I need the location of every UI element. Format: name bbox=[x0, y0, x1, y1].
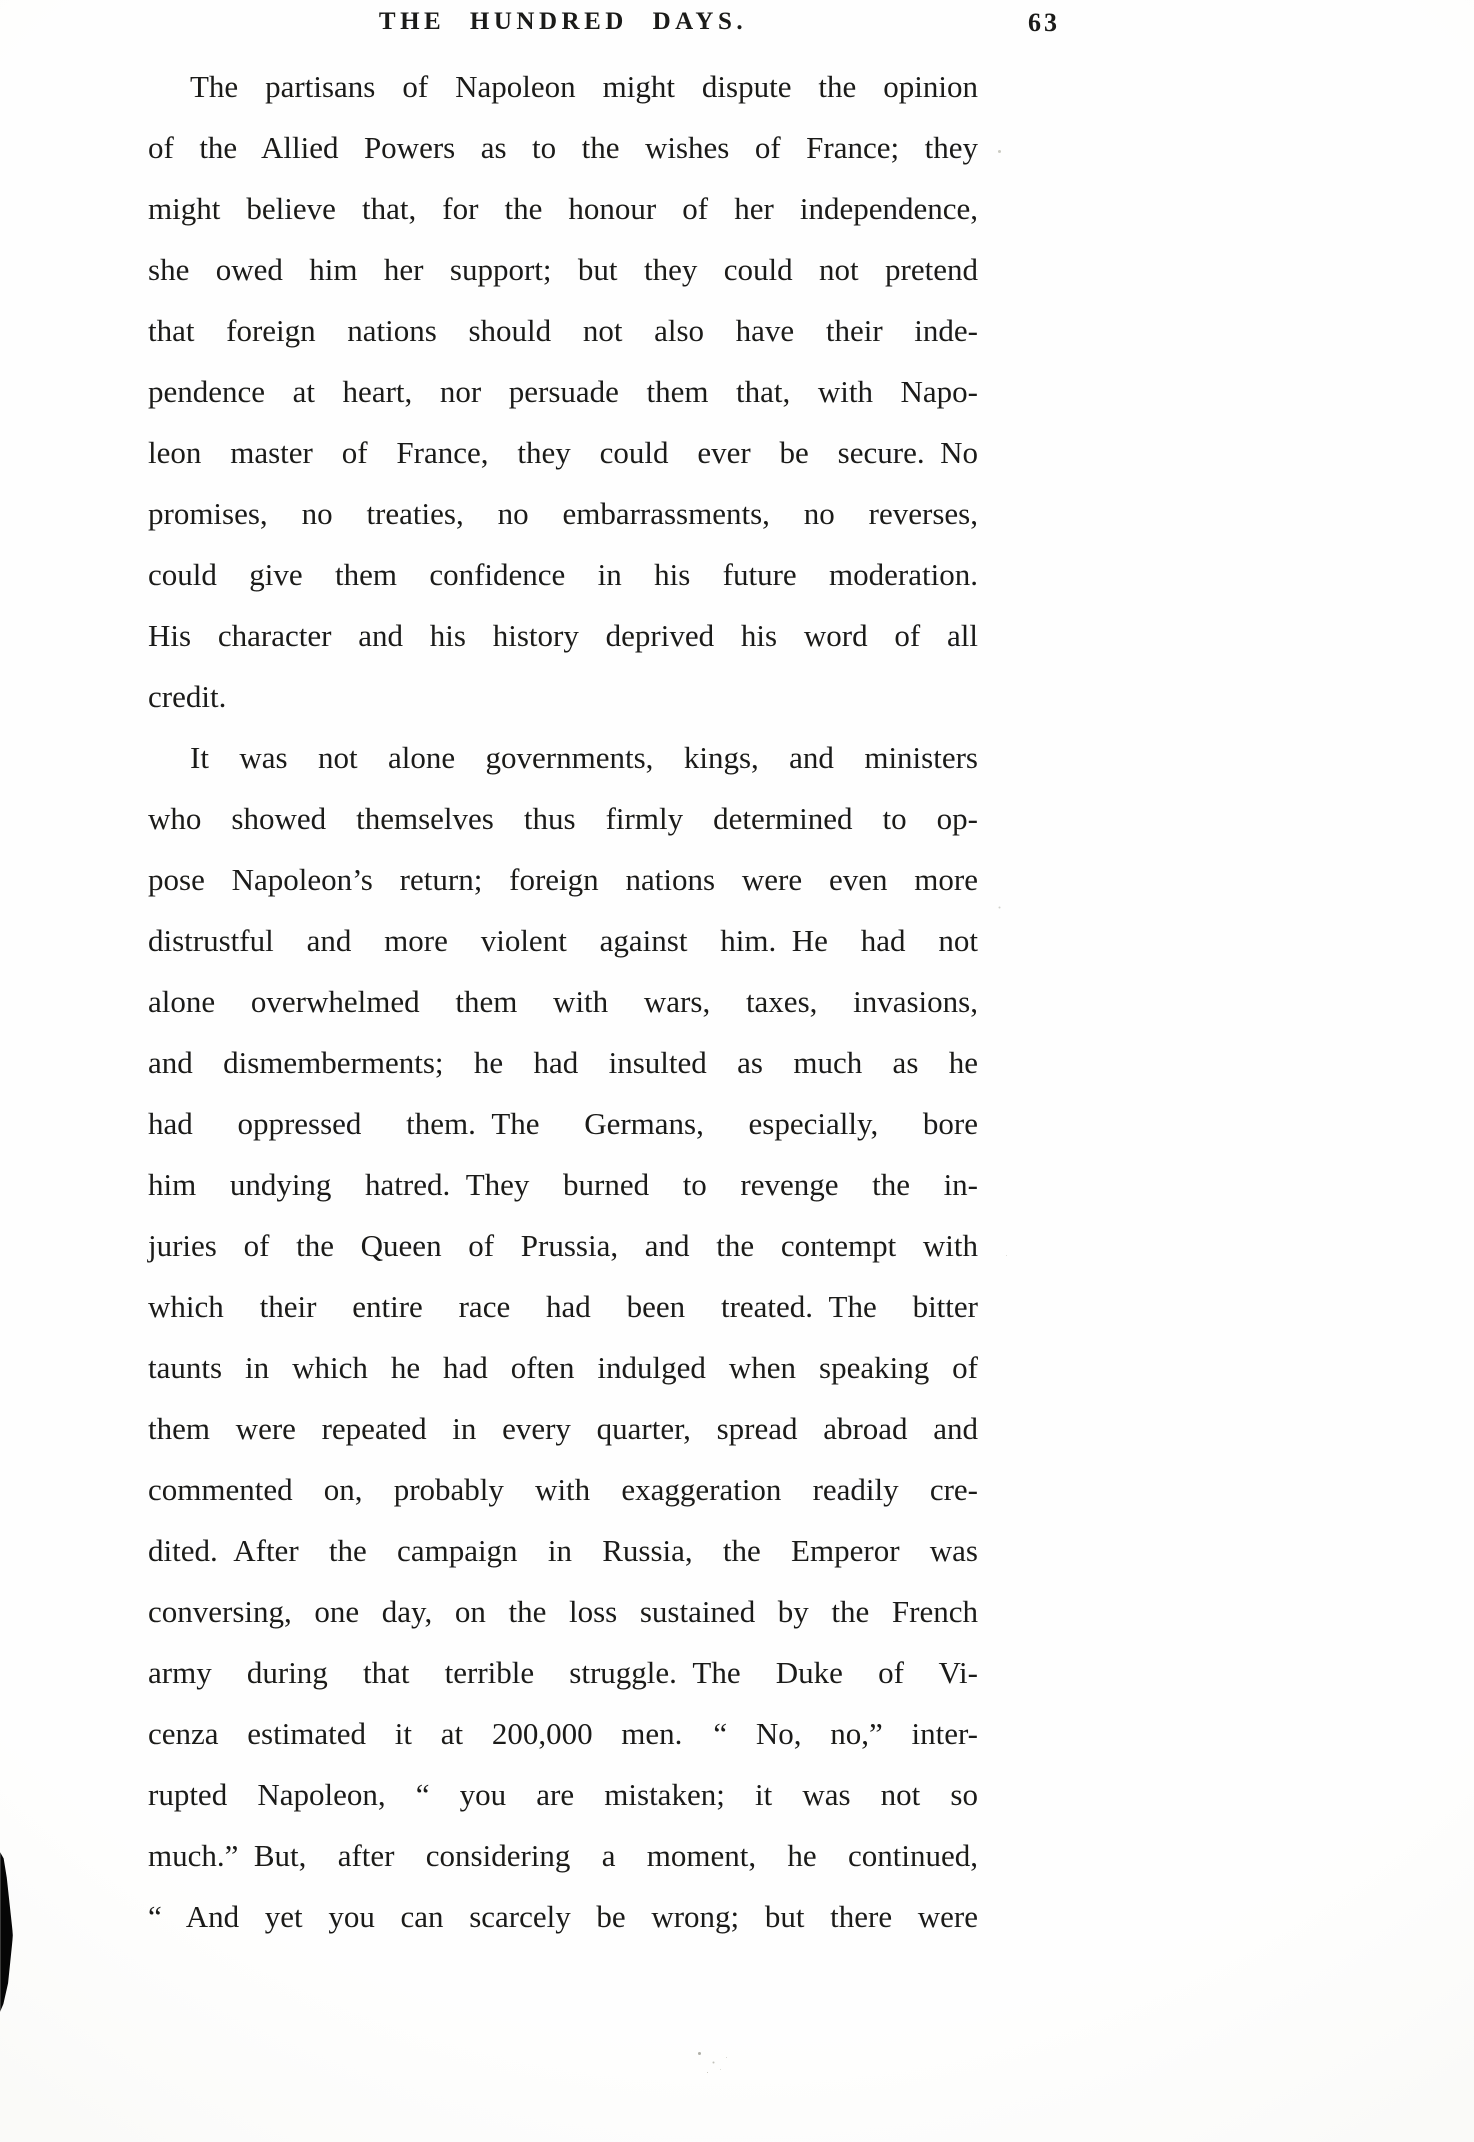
text-line: that foreign nations should not also have their inde- bbox=[148, 313, 978, 348]
text-line: “ And yet you can scarcely be wrong; but there were bbox=[148, 1899, 978, 1934]
text-line: conversing, one day, on the loss sustained by the French bbox=[148, 1594, 978, 1629]
text-line: commented on, probably with exaggeration readily cre- bbox=[148, 1472, 978, 1507]
text-line: alone overwhelmed them with wars, taxes, invasions, bbox=[148, 984, 978, 1019]
text-line: taunts in which he had often indulged when speaking of bbox=[148, 1350, 978, 1385]
text-line: could give them confidence in his future moderation. bbox=[148, 557, 978, 592]
text-line: of the Allied Powers as to the wishes of France; they bbox=[148, 130, 978, 165]
text-line: army during that terrible struggle. The Duke of Vi- bbox=[148, 1655, 978, 1690]
text-line: had oppressed them. The Germans, especially, bore bbox=[148, 1106, 978, 1141]
ink-smudge-artifact bbox=[0, 1852, 13, 2012]
text-line: who showed themselves thus firmly determined to op- bbox=[148, 801, 978, 836]
text-line: them were repeated in every quarter, spread abroad and bbox=[148, 1411, 978, 1446]
text-line: promises, no treaties, no embarrassments, no reverses, bbox=[148, 496, 978, 531]
text-line: dited. After the campaign in Russia, the Emperor was bbox=[148, 1533, 978, 1568]
text-line: pendence at heart, nor persuade them that, with Napo- bbox=[148, 374, 978, 409]
text-line: His character and his history deprived his word of all bbox=[148, 618, 978, 653]
text-line: might believe that, for the honour of her independence, bbox=[148, 191, 978, 226]
text-line: credit. bbox=[148, 679, 227, 714]
text-line: him undying hatred. They burned to revenge the in- bbox=[148, 1167, 978, 1202]
text-line: rupted Napoleon, “ you are mistaken; it was not so bbox=[148, 1777, 978, 1812]
text-line: juries of the Queen of Prussia, and the contempt with bbox=[148, 1228, 978, 1263]
text-line: and dismemberments; he had insulted as much as he bbox=[148, 1045, 978, 1080]
text-line: which their entire race had been treated. The bitter bbox=[148, 1289, 978, 1324]
running-header bbox=[148, 8, 1060, 52]
text-line: distrustful and more violent against him. He had not bbox=[148, 923, 978, 958]
margin-dots-artifact bbox=[998, 150, 1001, 153]
paragraph-2 bbox=[148, 727, 978, 1947]
text-block bbox=[148, 56, 978, 1947]
text-line: It was not alone governments, kings, and ministers bbox=[190, 740, 978, 775]
paragraph-1 bbox=[148, 56, 978, 727]
text-line: pose Napoleon’s return; foreign nations were even more bbox=[148, 862, 978, 897]
header-title: THE HUNDRED DAYS. bbox=[378, 8, 748, 35]
page-number: 63 bbox=[1028, 8, 1060, 37]
scan-speckle-artifact bbox=[698, 2052, 701, 2055]
text-line: The partisans of Napoleon might dispute the opinion bbox=[190, 69, 978, 104]
text-line: cenza estimated it at 200,000 men. “ No, no,” inter- bbox=[148, 1716, 978, 1751]
text-line: she owed him her support; but they could not pretend bbox=[148, 252, 978, 287]
text-line: leon master of France, they could ever be secure. No bbox=[148, 435, 978, 470]
text-line: much.” But, after considering a moment, he continued, bbox=[148, 1838, 978, 1873]
